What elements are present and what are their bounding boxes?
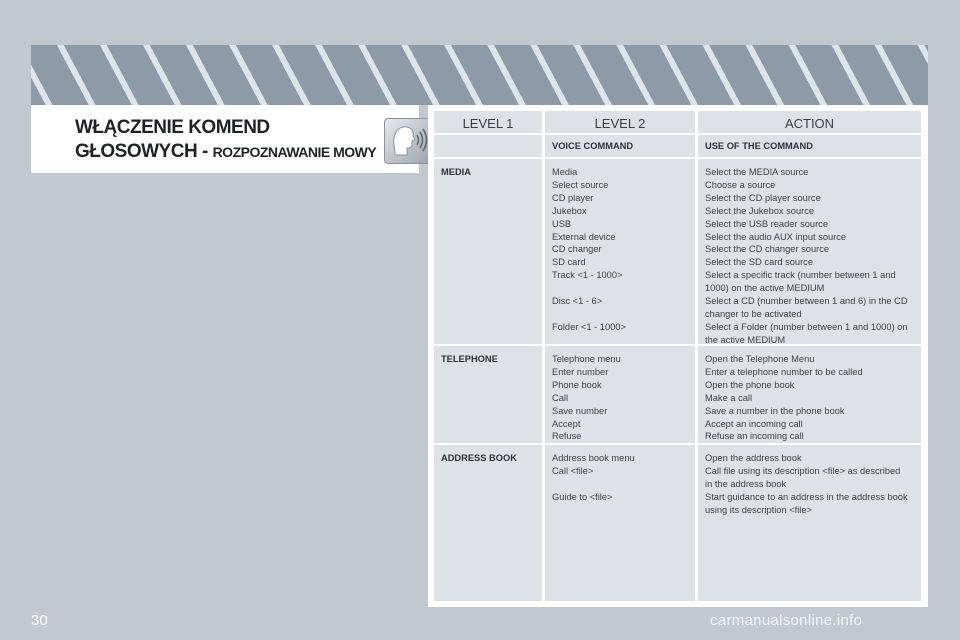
action-text: the active MEDIUM bbox=[705, 334, 786, 345]
command-text: Jukebox bbox=[552, 205, 587, 216]
action-text: Select the USB reader source bbox=[705, 218, 828, 229]
action-text: Enter a telephone number to be called bbox=[705, 366, 863, 377]
header-action: ACTION bbox=[698, 111, 921, 133]
command-text: Guide to <file> bbox=[552, 491, 613, 502]
row-telephone-level2 bbox=[545, 346, 695, 443]
page-title-line1: WŁĄCZENIE KOMEND bbox=[75, 117, 270, 138]
command-text: Telephone menu bbox=[552, 354, 621, 364]
header-level1: LEVEL 1 bbox=[434, 111, 542, 133]
line-gap bbox=[552, 282, 688, 295]
command-text: Disc <1 - 6> bbox=[552, 296, 603, 307]
action-text: Open the phone book bbox=[705, 379, 795, 390]
page-title-main: GŁOSOWYCH - bbox=[75, 141, 213, 162]
action-text: Select a CD (number between 1 and 6) in the CD bbox=[705, 296, 908, 307]
row-address-book-level2 bbox=[545, 445, 695, 601]
row-address-book-action bbox=[698, 445, 921, 601]
command-text: Call <file> bbox=[552, 465, 594, 476]
command-text: External device bbox=[552, 231, 616, 242]
line-gap bbox=[552, 308, 688, 321]
action-text: Open the address book bbox=[705, 453, 802, 463]
command-text: Save number bbox=[552, 405, 608, 416]
subheader-level1 bbox=[434, 135, 542, 157]
row-media-level1: MEDIA bbox=[434, 159, 542, 344]
command-text: Address book menu bbox=[552, 453, 635, 463]
title-panel bbox=[31, 105, 419, 173]
subheader-use-of-command: USE OF THE COMMAND bbox=[698, 135, 921, 157]
action-text: Select the audio AUX input source bbox=[705, 231, 847, 242]
command-text: Track <1 - 1000> bbox=[552, 270, 623, 281]
action-text: Select a specific track (number between 1 and bbox=[705, 270, 896, 281]
subheader-voice-command: VOICE COMMAND bbox=[545, 135, 695, 157]
command-text: Phone book bbox=[552, 379, 602, 390]
command-text: CD player bbox=[552, 192, 594, 203]
action-text: Call file using its description <file> as described bbox=[705, 465, 901, 476]
page-title-sub: ROZPOZNAWANIE MOWY bbox=[212, 144, 377, 160]
command-text: Select source bbox=[552, 179, 609, 190]
action-text: Select the MEDIA source bbox=[705, 167, 809, 177]
action-text: Save a number in the phone book bbox=[705, 405, 845, 416]
command-text: Media bbox=[552, 167, 578, 177]
row-media-action bbox=[698, 159, 921, 344]
action-text: 1000) on the active MEDIUM bbox=[705, 283, 825, 294]
command-text: Folder <1 - 1000> bbox=[552, 321, 626, 332]
action-text: Open the Telephone Menu bbox=[705, 354, 815, 364]
voice-command-table bbox=[428, 105, 928, 607]
page-number: 30 bbox=[31, 612, 48, 629]
row-telephone-level1: TELEPHONE bbox=[434, 346, 542, 443]
action-text: Accept an incoming call bbox=[705, 418, 803, 429]
page-title-line2 bbox=[75, 141, 376, 163]
action-text: Select the Jukebox source bbox=[705, 205, 815, 216]
action-text: Select the CD changer source bbox=[705, 244, 830, 255]
line-gap bbox=[552, 478, 688, 491]
command-text: CD changer bbox=[552, 244, 602, 255]
command-text: Refuse bbox=[552, 431, 582, 442]
action-text: changer to be activated bbox=[705, 308, 802, 319]
action-text: using its description <file> bbox=[705, 504, 812, 515]
command-text: USB bbox=[552, 218, 572, 229]
command-text: Call bbox=[552, 392, 569, 403]
action-text: Select the SD card source bbox=[705, 257, 813, 268]
command-text: Enter number bbox=[552, 366, 609, 377]
action-text: in the address book bbox=[705, 478, 787, 489]
action-text: Make a call bbox=[705, 392, 753, 403]
action-text: Refuse an incoming call bbox=[705, 431, 804, 442]
row-address-book-level1: ADDRESS BOOK bbox=[434, 445, 542, 601]
voice-speaking-head-icon bbox=[384, 118, 432, 164]
header-level2: LEVEL 2 bbox=[545, 111, 695, 133]
decorative-chevron-banner bbox=[31, 45, 928, 105]
command-text: SD card bbox=[552, 257, 586, 268]
command-text: Accept bbox=[552, 418, 581, 429]
row-telephone-action bbox=[698, 346, 921, 443]
action-text: Start guidance to an address in the address book bbox=[705, 491, 908, 502]
action-text: Select the CD player source bbox=[705, 192, 821, 203]
action-text: Select a Folder (number between 1 and 1000) on bbox=[705, 321, 908, 332]
watermark: carmanualsonline.info bbox=[710, 612, 863, 629]
row-media-level2 bbox=[545, 159, 695, 344]
action-text: Choose a source bbox=[705, 179, 776, 190]
